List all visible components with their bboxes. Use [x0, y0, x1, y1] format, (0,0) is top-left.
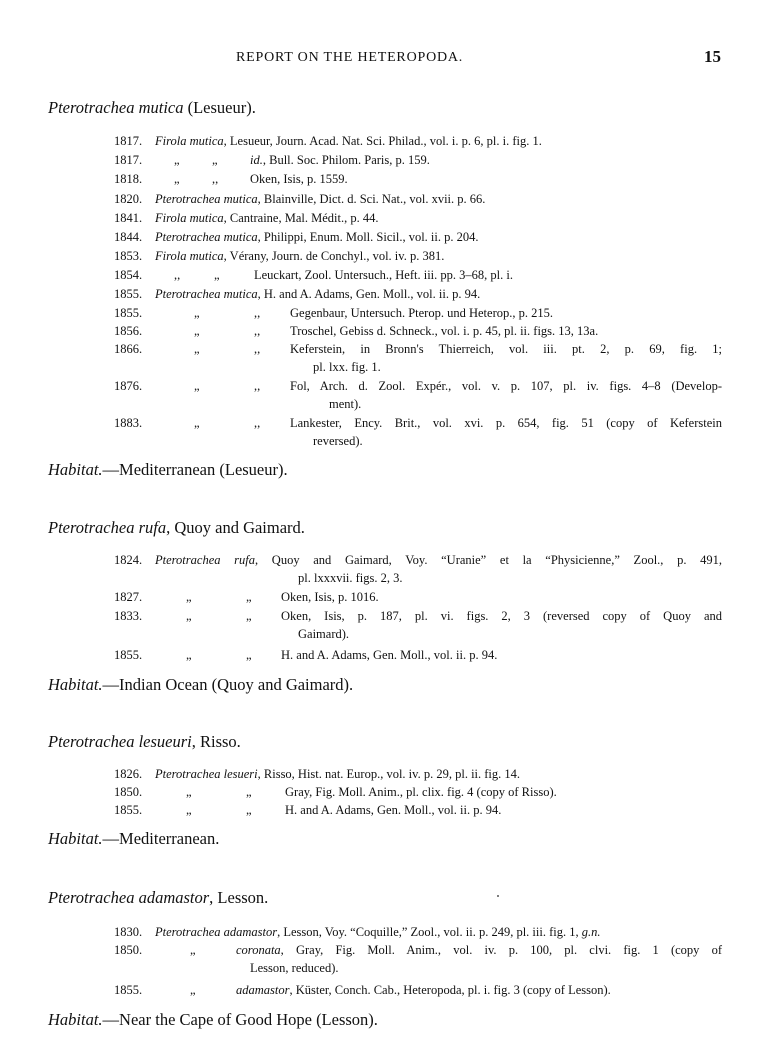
- ditto-mark: ,,: [212, 172, 219, 186]
- ref-citation: Pterotrachea mutica, Blainville, Dict. d. Sci. Nat., vol. xvii. p. 66.: [155, 192, 486, 206]
- ref-citation: Pterotrachea mutica, H. and A. Adams, Gen. Moll., vol. ii. p. 94.: [155, 287, 481, 301]
- ref-citation: Pterotrachea lesueri, Risso, Hist. nat. Europ., vol. iv. p. 29, pl. ii. fig. 14.: [155, 767, 521, 781]
- ditto-mark: „: [190, 943, 196, 957]
- ditto-mark: „: [190, 983, 196, 997]
- ref-citation: Firola mutica, Cantraine, Mal. Médit., p. 44.: [155, 211, 379, 225]
- ref-citation: Pterotrachea mutica, Philippi, Enum. Moll. Sicil., vol. ii. p. 204.: [155, 230, 479, 244]
- habitat-line: Habitat.—Mediterranean (Lesueur).: [48, 460, 288, 479]
- ditto-mark: „: [186, 803, 192, 817]
- ref-citation: Oken, Isis, p. 1016.: [281, 590, 379, 604]
- ref-year: 1853.: [114, 249, 143, 263]
- ditto-mark: „: [212, 153, 218, 167]
- ditto-mark: ,,: [254, 342, 261, 356]
- ref-citation: Pterotrachea rufa, Quoy and Gaimard, Voy. “Uranie” et la “Physicienne,” Zool., p. 491,: [155, 553, 722, 567]
- species-heading: Pterotrachea mutica (Lesueur).: [48, 98, 256, 117]
- habitat-line: Habitat.—Near the Cape of Good Hope (Lesson).: [48, 1010, 378, 1029]
- ref-year: 1856.: [114, 324, 143, 338]
- habitat-line: Habitat.—Indian Ocean (Quoy and Gaimard).: [48, 675, 354, 694]
- species-heading: Pterotrachea rufa, Quoy and Gaimard.: [48, 518, 305, 537]
- ditto-mark: „: [246, 648, 252, 662]
- ref-year: 1854.: [114, 268, 143, 282]
- ditto-mark: „: [174, 153, 180, 167]
- ditto-mark: ,,: [254, 379, 261, 393]
- ref-year: 1818.: [114, 172, 143, 186]
- ref-year: 1855.: [114, 306, 143, 320]
- ref-year: 1850.: [114, 785, 143, 799]
- ref-year: 1855.: [114, 983, 143, 997]
- ref-citation: Leuckart, Zool. Untersuch., Heft. iii. pp. 3–68, pl. i.: [254, 268, 513, 282]
- ref-year: 1844.: [114, 230, 143, 244]
- ref-year: 1817.: [114, 134, 143, 148]
- ref-citation: Oken, Isis, p. 1559.: [250, 172, 348, 186]
- ditto-mark: ,,: [254, 324, 261, 338]
- ref-citation: coronata, Gray, Fig. Moll. Anim., vol. iv. p. 100, pl. clvi. fig. 1 (copy of: [236, 943, 722, 957]
- print-speck: [497, 895, 499, 897]
- ref-year: 1850.: [114, 943, 143, 957]
- ref-year: 1855.: [114, 803, 143, 817]
- ditto-mark: „: [194, 324, 200, 338]
- running-header: REPORT ON THE HETEROPODA.: [236, 50, 464, 65]
- ref-citation: Pterotrachea adamastor, Lesson, Voy. “Coquille,” Zool., vol. ii. p. 249, pl. iii. fig. 1, g.n.: [155, 925, 601, 939]
- ditto-mark: „: [246, 785, 252, 799]
- ditto-mark: „: [186, 609, 192, 623]
- ref-year: 1833.: [114, 609, 143, 623]
- ref-citation: H. and A. Adams, Gen. Moll., vol. ii. p. 94.: [281, 648, 498, 662]
- ditto-mark: „: [246, 590, 252, 604]
- ref-year: 1855.: [114, 648, 143, 662]
- ditto-mark: „: [174, 172, 180, 186]
- ref-citation: Gray, Fig. Moll. Anim., pl. clix. fig. 4 (copy of Risso).: [285, 785, 557, 799]
- ditto-mark: ,,: [254, 416, 261, 430]
- ref-citation: Firola mutica, Vérany, Journ. de Conchyl., vol. iv. p. 381.: [155, 249, 445, 263]
- ref-year: 1830.: [114, 925, 143, 939]
- ref-year: 1841.: [114, 211, 143, 225]
- ditto-mark: ,,: [254, 306, 261, 320]
- ref-citation-continued: reversed).: [313, 434, 363, 448]
- ref-citation: Fol, Arch. d. Zool. Expér., vol. v. p. 107, pl. iv. figs. 4–8 (Develop-: [290, 379, 722, 393]
- ref-year: 1855.: [114, 287, 143, 301]
- ditto-mark: „: [214, 268, 220, 282]
- ref-year: 1817.: [114, 153, 143, 167]
- ditto-mark: „: [194, 416, 200, 430]
- ref-year: 1824.: [114, 553, 143, 567]
- ref-citation-continued: Lesson, reduced).: [250, 961, 339, 975]
- ditto-mark: „: [246, 609, 252, 623]
- species-heading: Pterotrachea adamastor, Lesson.: [48, 888, 269, 907]
- ref-year: 1826.: [114, 767, 143, 781]
- ditto-mark: „: [186, 648, 192, 662]
- ref-year: 1827.: [114, 590, 143, 604]
- ditto-mark: „: [246, 803, 252, 817]
- ref-citation-continued: Gaimard).: [298, 627, 350, 641]
- ditto-mark: „: [186, 785, 192, 799]
- ditto-mark: „: [194, 379, 200, 393]
- ref-year: 1883.: [114, 416, 143, 430]
- ref-citation: Keferstein, in Bronn's Thierreich, vol. iii. pt. 2, p. 69, fig. 1;: [290, 342, 722, 356]
- ditto-mark: „: [194, 342, 200, 356]
- ref-year: 1876.: [114, 379, 143, 393]
- ditto-mark: „: [194, 306, 200, 320]
- page-number: 15: [704, 47, 721, 66]
- ref-citation: H. and A. Adams, Gen. Moll., vol. ii. p. 94.: [285, 803, 502, 817]
- species-heading: Pterotrachea lesueuri, Risso.: [48, 732, 241, 751]
- ref-citation-continued: pl. lxxxvii. figs. 2, 3.: [298, 571, 403, 585]
- ref-citation: Oken, Isis, p. 187, pl. vi. figs. 2, 3 (reversed copy of Quoy and: [281, 609, 722, 623]
- ref-citation-continued: pl. lxx. fig. 1.: [313, 360, 381, 374]
- ditto-mark: „: [186, 590, 192, 604]
- ref-citation: Gegenbaur, Untersuch. Pterop. und Heterop., p. 215.: [290, 306, 553, 320]
- habitat-line: Habitat.—Mediterranean.: [48, 829, 220, 848]
- ref-year: 1820.: [114, 192, 143, 206]
- ditto-mark: ,,: [174, 268, 181, 282]
- ref-citation: adamastor, Küster, Conch. Cab., Heteropoda, pl. i. fig. 3 (copy of Lesson).: [236, 983, 611, 997]
- ref-year: 1866.: [114, 342, 143, 356]
- ref-citation: id., Bull. Soc. Philom. Paris, p. 159.: [250, 153, 430, 167]
- ref-citation-continued: ment).: [329, 397, 362, 411]
- ref-citation: Firola mutica, Lesueur, Journ. Acad. Nat. Sci. Philad., vol. i. p. 6, pl. i. fig. 1.: [155, 134, 542, 148]
- ref-citation: Lankester, Ency. Brit., vol. xvi. p. 654, fig. 51 (copy of Keferstein: [290, 416, 722, 430]
- ref-citation: Troschel, Gebiss d. Schneck., vol. i. p. 45, pl. ii. figs. 13, 13a.: [290, 324, 599, 338]
